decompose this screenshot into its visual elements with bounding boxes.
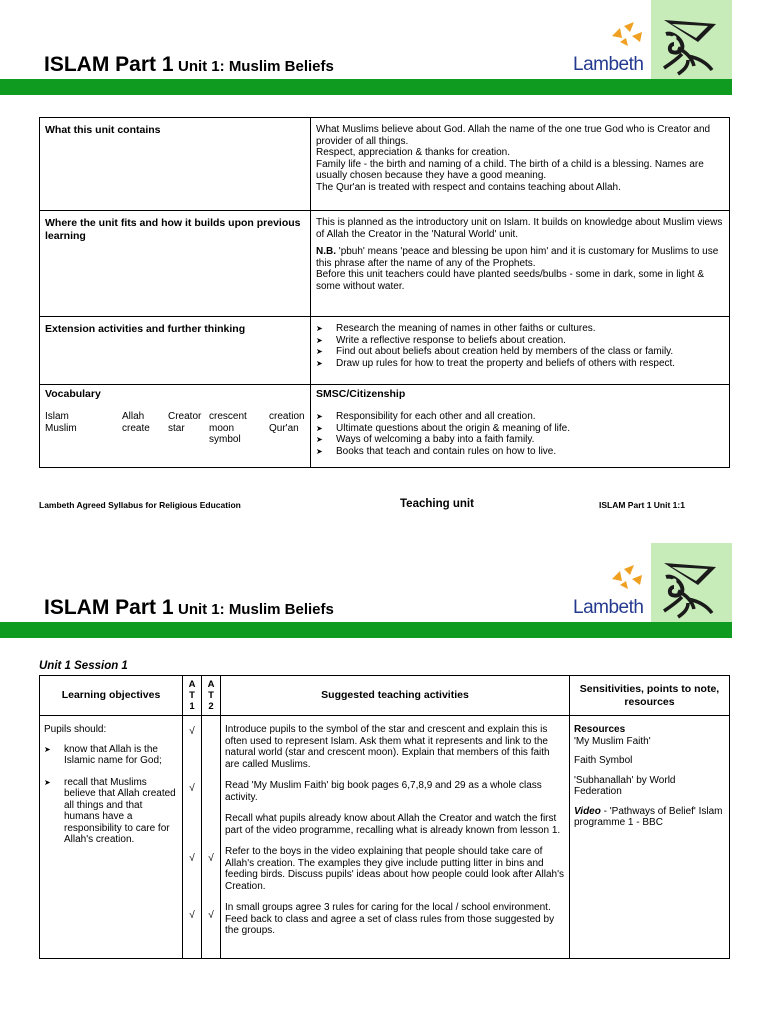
list-item: ➤ Responsibility for each other and all creation.	[316, 411, 724, 423]
nb-label: N.B.	[316, 246, 336, 257]
vocab-word: symbol	[209, 434, 241, 445]
smsc-list	[316, 411, 724, 457]
table-row	[40, 716, 730, 959]
vocabulary-label: Vocabulary	[45, 388, 101, 400]
at2-cell	[202, 716, 221, 959]
list-item: ➤ Ultimate questions about the origin & meaning of life.	[316, 423, 724, 435]
list-item: ➤ recall that Muslims believe that Allah created all things and that humans have a responsibility to care for Allah's creation.	[44, 777, 178, 846]
table-row	[40, 317, 730, 385]
header-notes-resources: Sensitivities, points to note, resources	[570, 676, 730, 716]
footer-unit-ref: ISLAM Part 1 Unit 1:1	[599, 500, 685, 510]
vocab-word: Islam	[45, 411, 69, 422]
lion-crest-icon	[658, 555, 722, 619]
tick-mark-icon: √	[189, 726, 195, 737]
resources-cell	[570, 716, 730, 959]
table-header-row	[40, 676, 730, 716]
smsc-cell	[311, 385, 730, 468]
objectives-list	[44, 744, 178, 846]
footer-syllabus: Lambeth Agreed Syllabus for Religious Education	[39, 500, 241, 510]
smsc-label: SMSC/Citizenship	[316, 388, 406, 400]
at1-cell	[183, 716, 202, 959]
fits-paragraph: This is planned as the introductory unit on Islam. It builds on knowledge about Muslim views of Allah the Creator in the 'Natural World' unit.	[316, 217, 723, 240]
tick-mark-icon: √	[208, 910, 214, 921]
row-content-fits	[311, 211, 730, 317]
tick-mark-icon: √	[189, 783, 195, 794]
title-unit: Unit 1: Muslim Beliefs	[177, 601, 334, 618]
objectives-intro: Pupils should:	[44, 724, 107, 735]
title-main: ISLAM Part 1	[44, 53, 174, 76]
vocab-word: crescent	[209, 411, 247, 422]
row-content-contains	[311, 118, 730, 211]
vocabulary-cell	[40, 385, 311, 468]
footer-teaching-unit: Teaching unit	[400, 498, 474, 510]
activity-paragraph: Refer to the boys in the video explaining that people should take care of Allah's creation. The examples they give include putting litter in bins and feeding birds. Discuss pupils' ideas about how people could look after Allah's Creation.	[225, 846, 565, 892]
row-label-extension: Extension activities and further thinking	[40, 317, 311, 385]
title-unit: Unit 1: Muslim Beliefs	[177, 58, 334, 75]
page-title	[44, 53, 334, 77]
resource-video	[574, 806, 725, 829]
vocabulary-words	[45, 411, 305, 446]
activities-cell	[221, 716, 570, 959]
lambeth-logo-text: Lambeth	[573, 54, 644, 75]
title-main: ISLAM Part 1	[44, 596, 174, 619]
vocab-word: moon	[209, 422, 235, 434]
row-label-fits: Where the unit fits and how it builds upon previous learning	[40, 211, 311, 317]
list-item: ➤ Find out about beliefs about creation held by members of the class or family.	[316, 346, 724, 358]
extension-list	[316, 323, 724, 369]
tick-mark-icon: √	[189, 910, 195, 921]
session-table	[39, 675, 730, 959]
vocab-word: create	[122, 422, 150, 434]
video-label: Video	[574, 805, 601, 817]
page-title	[44, 596, 334, 620]
contains-line: What Muslims believe about God. Allah the name of the one true God who is Creator and provider of all things.	[316, 124, 711, 147]
activity-paragraph: In small groups agree 3 rules for caring for the local / school environment. Feed back to class and agree a set of class rules from those suggested by the groups.	[225, 902, 555, 936]
vocab-word: star	[168, 422, 185, 434]
list-item: ➤ Books that teach and contain rules on how to live.	[316, 446, 724, 458]
tick-mark-icon: √	[208, 853, 214, 864]
list-item: ➤ Write a reflective response to beliefs about creation.	[316, 335, 724, 347]
activity-paragraph: Introduce pupils to the symbol of the star and crescent and explain this is often used to represent Islam. Ask them what it represents and link to the natural world (star and crescent moon). Explain that members of this faith are called Muslims.	[225, 724, 550, 770]
vocab-word: creation	[269, 411, 305, 422]
header-green-bar	[0, 622, 732, 638]
vocab-word	[168, 434, 209, 446]
vocab-word	[45, 434, 122, 446]
header-learning-objectives: Learning objectives	[40, 676, 183, 716]
list-item: ➤ Draw up rules for how to treat the property and beliefs of others with respect.	[316, 358, 724, 370]
vocab-word: Creator	[168, 411, 202, 422]
tick-mark-icon: √	[189, 853, 195, 864]
table-row	[40, 211, 730, 317]
vocab-word	[122, 434, 168, 446]
resource-item: Faith Symbol	[574, 755, 633, 766]
fits-paragraph: Before this unit teachers could have planted seeds/bulbs - some in dark, some in light & some without water.	[316, 269, 704, 292]
table-row	[40, 118, 730, 211]
page-footer	[39, 498, 729, 514]
list-item: ➤ Ways of welcoming a baby into a faith family.	[316, 434, 724, 446]
resource-item: 'My Muslim Faith'	[574, 735, 651, 747]
header-green-bar	[0, 79, 732, 95]
lambeth-logo-icon	[610, 565, 650, 591]
nb-paragraph	[316, 246, 724, 269]
lion-crest-icon	[658, 12, 722, 76]
vocab-word: Allah	[122, 411, 145, 422]
vocab-word	[269, 434, 317, 446]
lambeth-logo-icon	[610, 22, 650, 48]
header-at2: A T 2	[202, 676, 221, 716]
list-item: ➤ know that Allah is the Islamic name for God;	[44, 744, 178, 767]
vocab-word: Muslim	[45, 422, 77, 434]
list-item: ➤ Research the meaning of names in other faiths or cultures.	[316, 323, 724, 335]
table-row	[40, 385, 730, 468]
contains-line: The Qur'an is treated with respect and contains teaching about Allah.	[316, 181, 621, 193]
nb-text: 'pbuh' means 'peace and blessing be upon him' and it is customary for Muslims to use this phrase after the name of any of the Prophets.	[316, 246, 719, 269]
vocab-word: Qur'an	[269, 422, 299, 434]
unit-overview-table	[39, 117, 730, 468]
activity-paragraph: Read 'My Muslim Faith' big book pages 6,7,8,9 and 29 as a whole class activity.	[225, 780, 542, 803]
row-label-contains: What this unit contains	[40, 118, 311, 211]
objectives-cell	[40, 716, 183, 959]
resources-heading: Resources	[574, 724, 626, 735]
contains-line: Respect, appreciation & thanks for creation.	[316, 147, 510, 158]
lambeth-logo-text: Lambeth	[573, 597, 644, 618]
video-text: - 'Pathways of Belief' Islam programme 1 - BBC	[574, 805, 723, 828]
contains-line: Family life - the birth and naming of a child. The birth of a child is a blessing. Names are usually chosen because they have a good meaning.	[316, 158, 704, 181]
session-title: Unit 1 Session 1	[39, 660, 128, 672]
header-teaching-activities: Suggested teaching activities	[221, 676, 570, 716]
resource-item: 'Subhanallah' by World Federation	[574, 774, 676, 797]
header-at1: A T 1	[183, 676, 202, 716]
activity-paragraph: Recall what pupils already know about Allah the Creator and watch the first part of the video programme, recalling what is already known from lesson 1.	[225, 813, 561, 836]
row-content-extension	[311, 317, 730, 385]
